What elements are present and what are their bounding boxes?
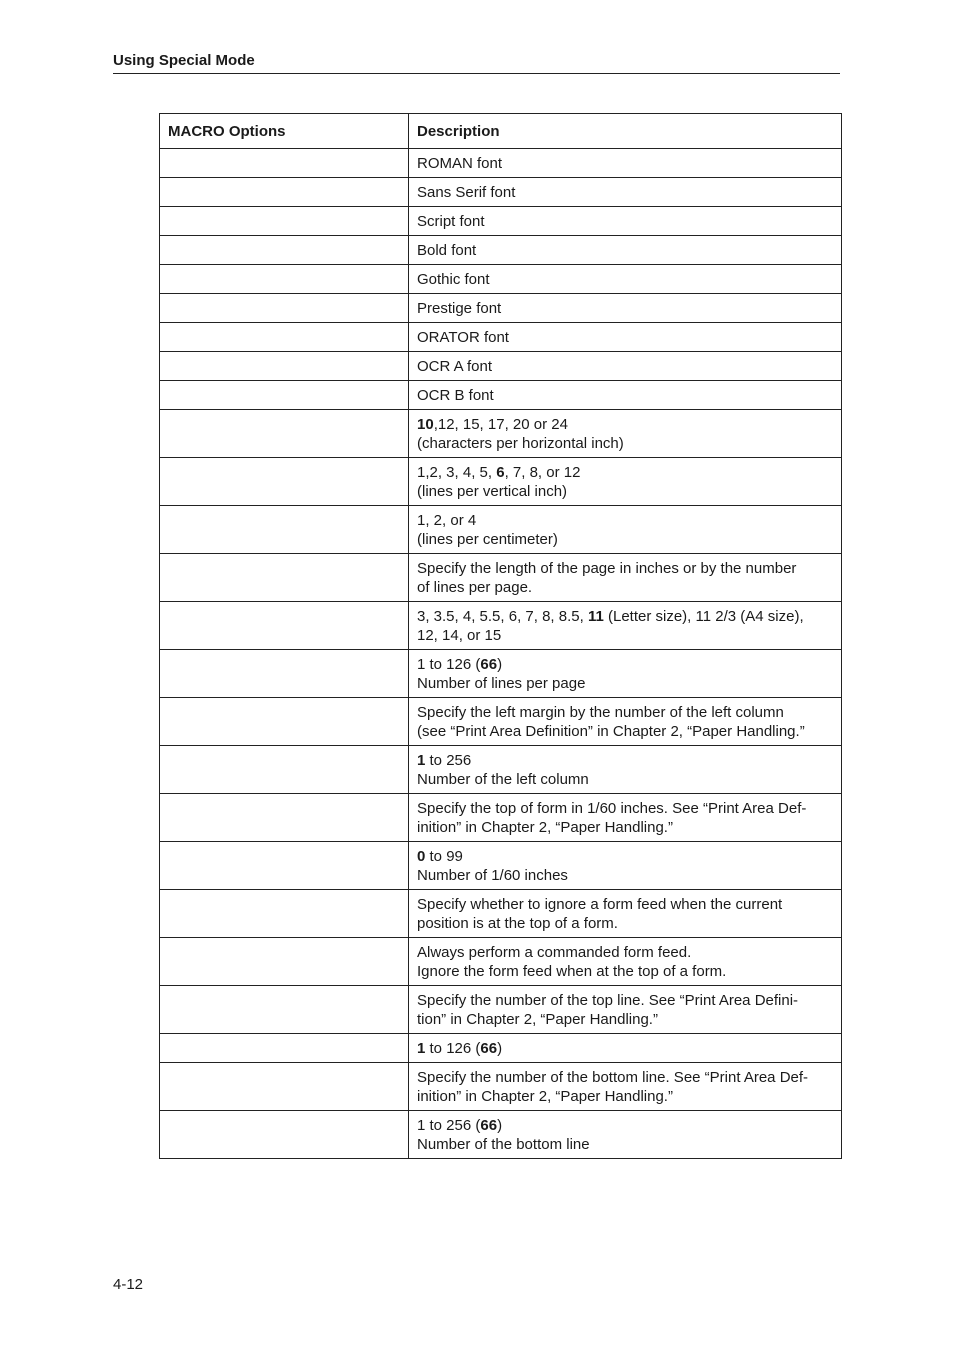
description-text: OCR B font: [417, 386, 494, 404]
description-text: 3, 3.5, 4, 5.5, 6, 7, 8, 8.5,: [417, 607, 588, 625]
description-line: [417, 530, 833, 549]
description-text: 12, 14, or 15: [417, 626, 502, 644]
macro-option-cell: [160, 698, 409, 746]
description-text: ROMAN font: [417, 154, 503, 172]
table-row: [160, 1063, 842, 1111]
description-line: [417, 914, 833, 933]
description-cell: [409, 1111, 842, 1159]
description-text: ): [497, 1039, 503, 1057]
table-row: [160, 1034, 842, 1063]
description-line: [417, 1116, 833, 1135]
table-header-row: [160, 114, 842, 149]
bold-default-value: 66: [480, 655, 498, 673]
description-text: position is at the top of a form.: [417, 914, 618, 932]
description-text: 1,2, 3, 4, 5,: [417, 463, 497, 481]
table-row: [160, 554, 842, 602]
description-line: [417, 299, 833, 318]
section-title: Using Special Mode: [113, 52, 255, 69]
table-row: [160, 794, 842, 842]
description-line: [417, 703, 833, 722]
description-text: Sans Serif font: [417, 183, 516, 201]
description-text: Always perform a commanded form feed.: [417, 943, 692, 961]
macro-option-cell: [160, 1034, 409, 1063]
macro-option-cell: [160, 1111, 409, 1159]
description-line: [417, 511, 833, 530]
description-line: [417, 895, 833, 914]
description-line: [417, 1135, 833, 1154]
description-cell: [409, 1063, 842, 1111]
description-text: Number of the left column: [417, 770, 589, 788]
description-text: Specify the length of the page in inches or by the number: [417, 559, 797, 577]
description-cell: [409, 294, 842, 323]
description-text: Specify the left margin by the number of the left column: [417, 703, 784, 721]
macro-option-cell: [160, 746, 409, 794]
description-text: (Letter size), 11 2/3 (A4 size),: [603, 607, 804, 625]
description-line: [417, 154, 833, 173]
description-text: ): [497, 655, 503, 673]
bold-default-value: 1: [417, 751, 426, 769]
description-line: [417, 770, 833, 789]
description-line: [417, 415, 833, 434]
description-cell: [409, 698, 842, 746]
description-line: [417, 847, 833, 866]
description-text: ,12, 15, 17, 20 or 24: [433, 415, 568, 433]
description-text: Number of 1/60 inches: [417, 866, 568, 884]
table-row: [160, 352, 842, 381]
description-line: [417, 183, 833, 202]
description-text: (lines per vertical inch): [417, 482, 568, 500]
description-line: [417, 818, 833, 837]
description-text: Specify whether to ignore a form feed when the current: [417, 895, 783, 913]
description-text: Bold font: [417, 241, 477, 259]
description-line: [417, 943, 833, 962]
column-header-macro-options: MACRO Options: [160, 114, 409, 149]
description-line: [417, 991, 833, 1010]
description-cell: [409, 207, 842, 236]
description-text: Prestige font: [417, 299, 502, 317]
description-text: 1, 2, or 4: [417, 511, 477, 529]
macro-option-cell: [160, 842, 409, 890]
description-line: [417, 482, 833, 501]
description-cell: [409, 986, 842, 1034]
table-row: [160, 236, 842, 265]
description-line: [417, 386, 833, 405]
description-text: Gothic font: [417, 270, 490, 288]
macro-option-cell: [160, 986, 409, 1034]
table-row: [160, 890, 842, 938]
bold-default-value: 0: [417, 847, 426, 865]
macro-option-cell: [160, 458, 409, 506]
description-line: [417, 1010, 833, 1029]
description-cell: [409, 842, 842, 890]
description-line: [417, 241, 833, 260]
table-row: [160, 410, 842, 458]
macro-option-cell: [160, 381, 409, 410]
description-text: inition” in Chapter 2, “Paper Handling.”: [417, 1087, 673, 1105]
macro-option-cell: [160, 294, 409, 323]
description-cell: [409, 236, 842, 265]
description-line: [417, 357, 833, 376]
macro-option-cell: [160, 794, 409, 842]
bold-default-value: 66: [480, 1039, 498, 1057]
bold-default-value: 10: [417, 415, 434, 433]
description-line: [417, 655, 833, 674]
description-text: OCR A font: [417, 357, 493, 375]
macro-option-cell: [160, 352, 409, 381]
description-text: (characters per horizontal inch): [417, 434, 624, 452]
description-cell: [409, 1034, 842, 1063]
description-cell: [409, 650, 842, 698]
description-line: [417, 866, 833, 885]
description-line: [417, 722, 833, 741]
description-line: [417, 1068, 833, 1087]
description-cell: [409, 506, 842, 554]
table-row: [160, 986, 842, 1034]
macro-option-cell: [160, 265, 409, 294]
description-line: [417, 578, 833, 597]
description-line: [417, 212, 833, 231]
table-row: [160, 178, 842, 207]
description-line: [417, 751, 833, 770]
description-text: of lines per page.: [417, 578, 533, 596]
description-text: to 126 (: [425, 1039, 481, 1057]
macro-option-cell: [160, 410, 409, 458]
description-cell: [409, 746, 842, 794]
table-row: [160, 381, 842, 410]
description-cell: [409, 458, 842, 506]
description-text: (lines per centimeter): [417, 530, 558, 548]
table-row: [160, 842, 842, 890]
description-text: to 256: [425, 751, 472, 769]
bold-default-value: 11: [587, 607, 604, 625]
table-row: [160, 746, 842, 794]
table-row: [160, 149, 842, 178]
macro-option-cell: [160, 554, 409, 602]
description-line: [417, 1087, 833, 1106]
table-row: [160, 207, 842, 236]
table-row: [160, 294, 842, 323]
description-text: to 99: [425, 847, 463, 865]
description-line: [417, 799, 833, 818]
bold-default-value: 6: [496, 463, 505, 481]
bold-default-value: 1: [417, 1039, 426, 1057]
description-text: ): [497, 1116, 503, 1134]
description-text: Specify the number of the top line. See “Print Area Defini-: [417, 991, 799, 1009]
macro-option-cell: [160, 178, 409, 207]
description-text: 1 to 126 (: [417, 655, 481, 673]
description-line: [417, 607, 833, 626]
table-row: [160, 506, 842, 554]
description-text: inition” in Chapter 2, “Paper Handling.”: [417, 818, 673, 836]
description-cell: [409, 410, 842, 458]
description-cell: [409, 352, 842, 381]
description-line: [417, 559, 833, 578]
description-text: Script font: [417, 212, 485, 230]
description-text: Specify the top of form in 1/60 inches. See “Print Area Def-: [417, 799, 807, 817]
column-header-description: Description: [409, 114, 842, 149]
description-text: (see “Print Area Definition” in Chapter 2, “Paper Handling.”: [417, 722, 805, 740]
macro-option-cell: [160, 650, 409, 698]
description-line: [417, 434, 833, 453]
table-row: [160, 938, 842, 986]
description-cell: [409, 890, 842, 938]
table-row: [160, 650, 842, 698]
bold-default-value: 66: [480, 1116, 498, 1134]
table-row: [160, 323, 842, 352]
page-number: 4-12: [113, 1276, 144, 1293]
description-text: , 7, 8, or 12: [504, 463, 581, 481]
macro-option-cell: [160, 236, 409, 265]
macro-option-cell: [160, 506, 409, 554]
macro-option-cell: [160, 602, 409, 650]
description-line: [417, 626, 833, 645]
description-line: [417, 270, 833, 289]
macro-option-cell: [160, 149, 409, 178]
description-text: 1 to 256 (: [417, 1116, 481, 1134]
description-cell: [409, 178, 842, 207]
description-cell: [409, 265, 842, 294]
description-line: [417, 962, 833, 981]
description-text: Number of lines per page: [417, 674, 586, 692]
macro-option-cell: [160, 938, 409, 986]
macro-option-cell: [160, 890, 409, 938]
description-cell: [409, 149, 842, 178]
table-row: [160, 458, 842, 506]
description-text: Specify the number of the bottom line. See “Print Area Def-: [417, 1068, 809, 1086]
macro-option-cell: [160, 323, 409, 352]
description-text: Number of the bottom line: [417, 1135, 590, 1153]
description-cell: [409, 554, 842, 602]
description-cell: [409, 381, 842, 410]
description-text: Ignore the form feed when at the top of a form.: [417, 962, 727, 980]
table-row: [160, 265, 842, 294]
running-header: [113, 52, 840, 74]
description-text: ORATOR font: [417, 328, 509, 346]
description-cell: [409, 794, 842, 842]
table-body: [160, 149, 842, 1159]
description-cell: [409, 938, 842, 986]
description-line: [417, 674, 833, 693]
macro-option-cell: [160, 1063, 409, 1111]
description-line: [417, 463, 833, 482]
description-text: tion” in Chapter 2, “Paper Handling.”: [417, 1010, 658, 1028]
table-row: [160, 602, 842, 650]
description-cell: [409, 323, 842, 352]
description-line: [417, 328, 833, 347]
description-line: [417, 1039, 833, 1058]
description-cell: [409, 602, 842, 650]
table-row: [160, 698, 842, 746]
table-row: [160, 1111, 842, 1159]
table-head: [160, 114, 842, 149]
macro-options-table: [159, 113, 842, 1159]
macro-option-cell: [160, 207, 409, 236]
